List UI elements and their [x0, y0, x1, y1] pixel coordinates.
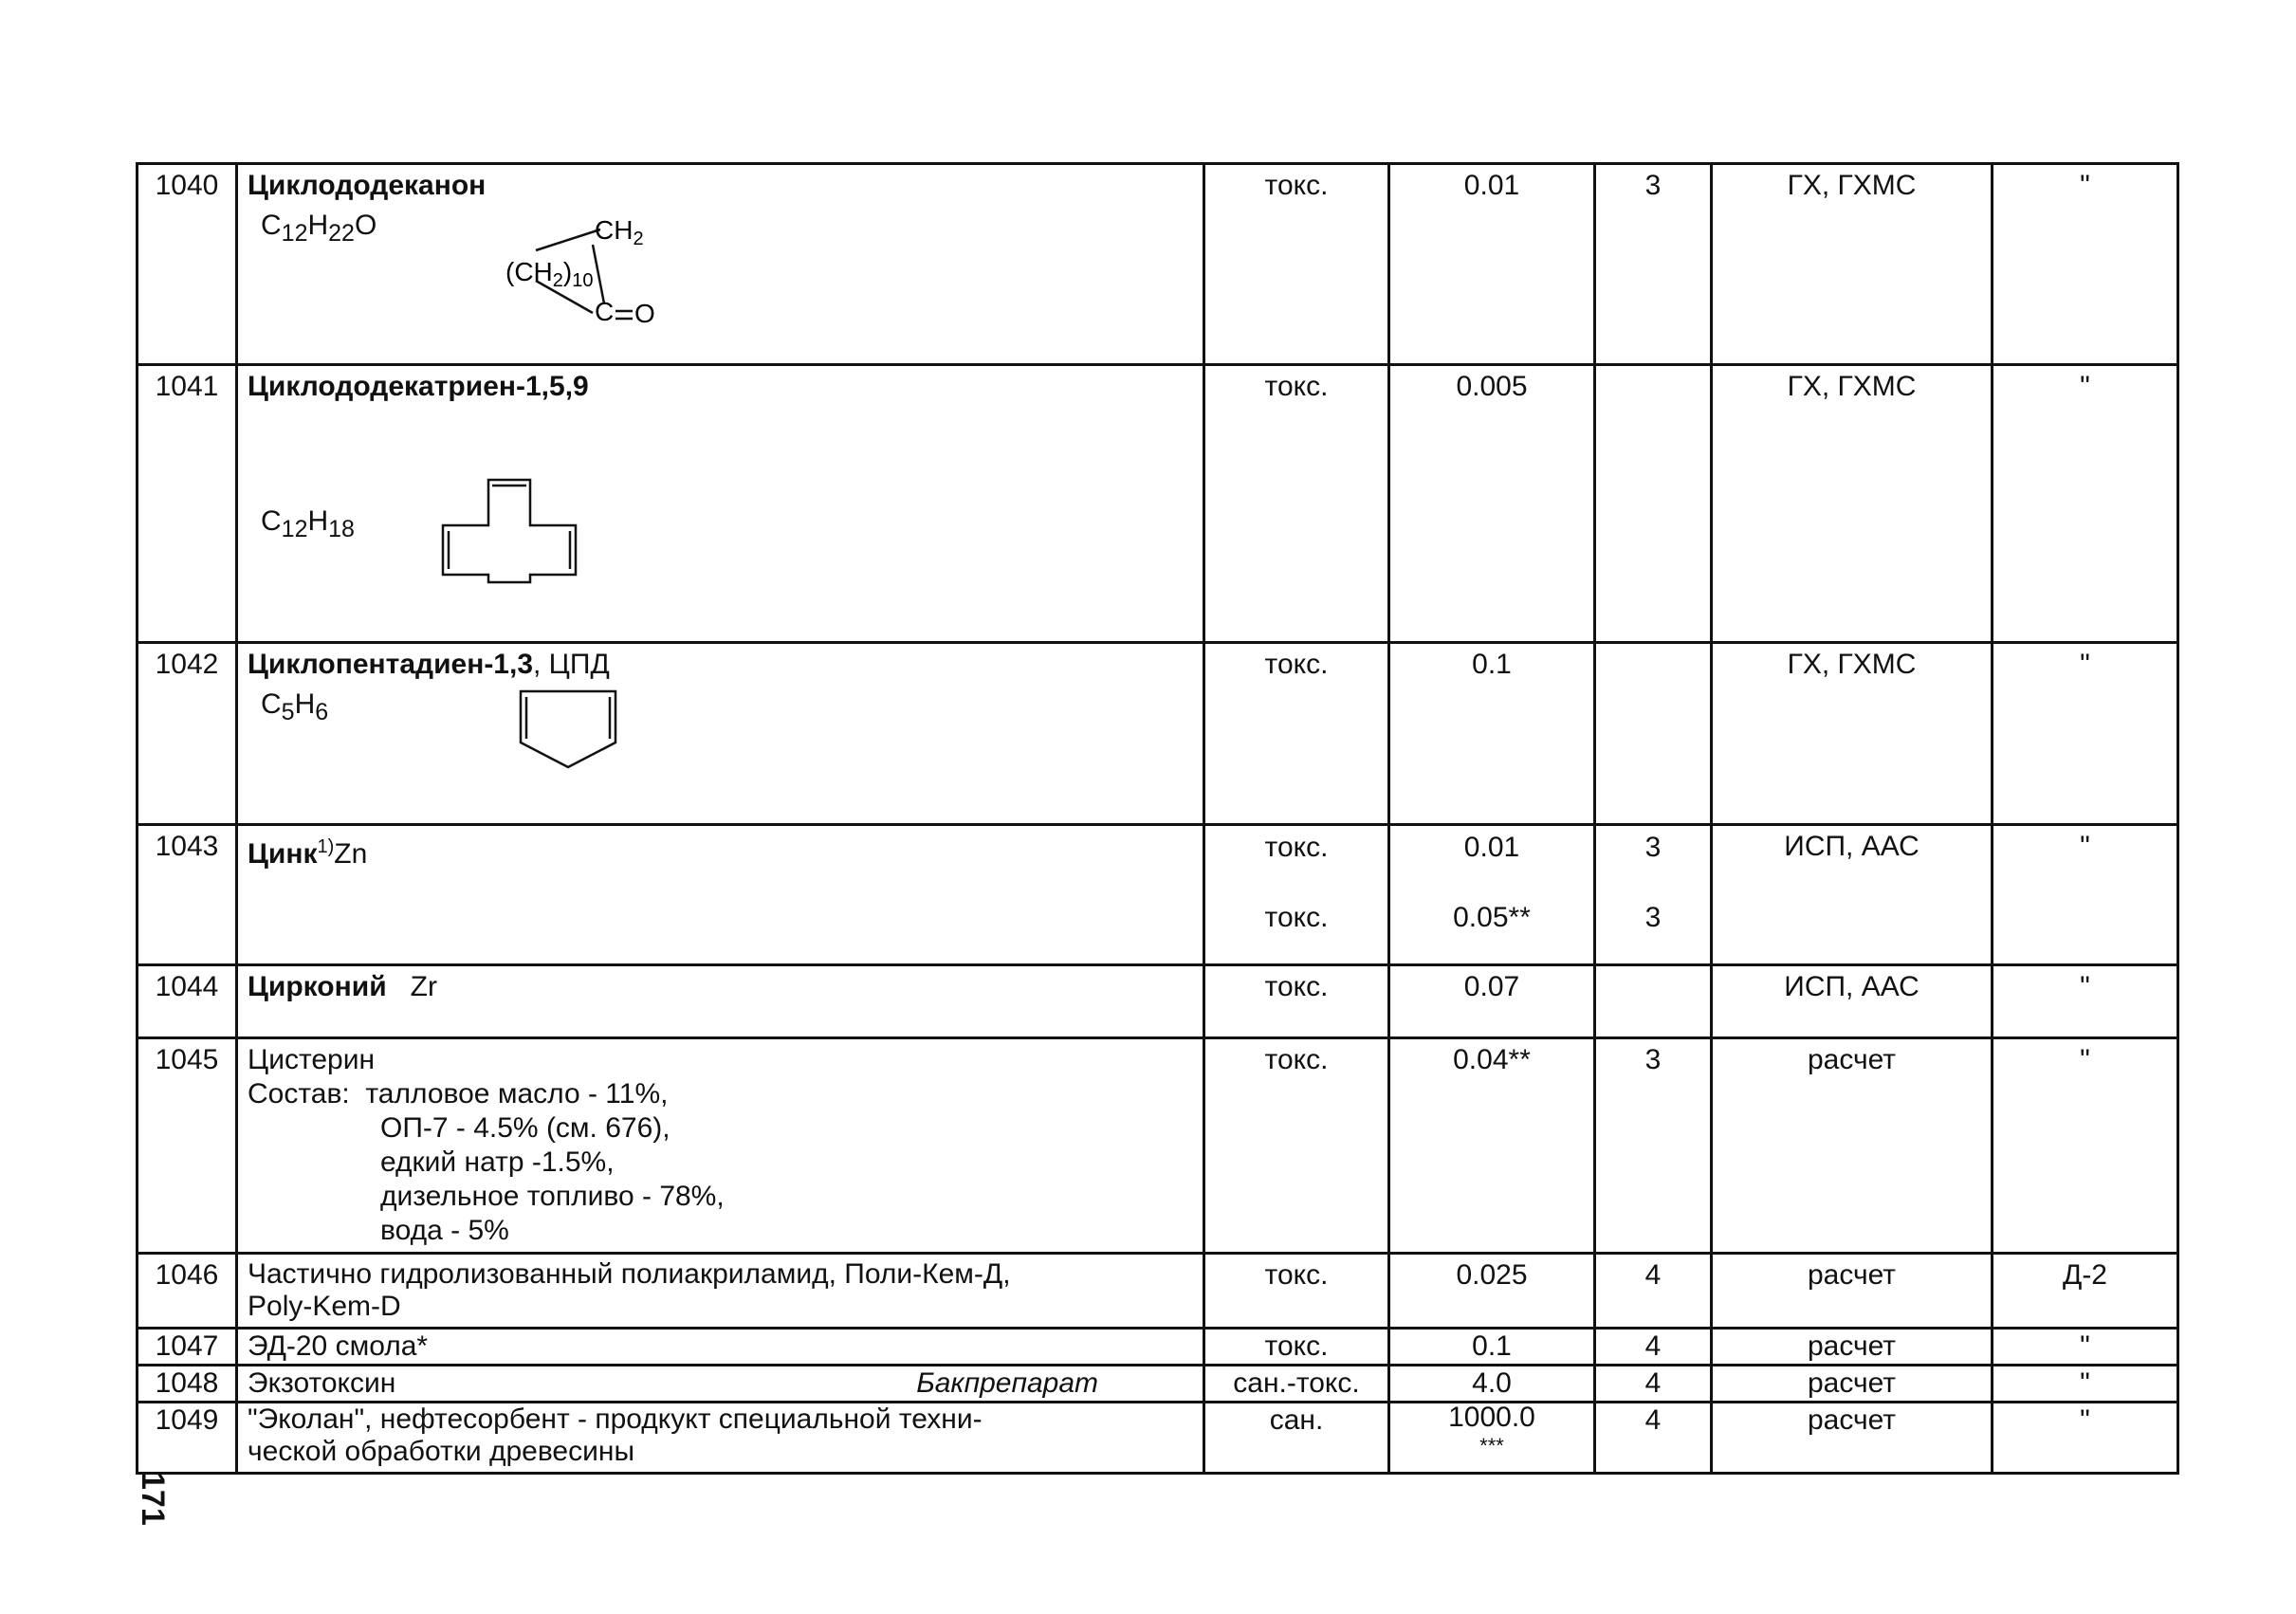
hazard-class [1595, 965, 1712, 1038]
chemical-formula: $C_{12}H_{22}O$ [261, 210, 377, 247]
substance-cell [237, 164, 1204, 365]
table-row [138, 1329, 2178, 1366]
table-row [138, 965, 2178, 1038]
substance-table [136, 162, 2179, 1475]
analysis-method: ГХ, ГХМС [1712, 365, 1993, 643]
ch2-10-label: $(CH_2)_{10}$ [505, 257, 594, 291]
table-row [138, 643, 2178, 825]
substance-cell [237, 365, 1204, 643]
limit-value: 0.01 [1389, 164, 1595, 365]
row-number: 1042 [138, 643, 237, 825]
toxicity-type: токс. [1204, 365, 1389, 643]
composition-item: ОП-7 - 4.5% (см. 676), [380, 1112, 670, 1144]
limit-value: 0.1 [1389, 643, 1595, 825]
substance-abbreviation: , ЦПД [533, 649, 610, 680]
substance-name: Циклододеканон [248, 170, 487, 201]
note: " [1993, 965, 2178, 1038]
composition-item: едкий натр -1.5%, [380, 1146, 615, 1178]
limit-value: 0.1 [1389, 1329, 1595, 1366]
substance-name: Циклододекатриен-1,5,9 [248, 371, 589, 402]
hazard-class: 4 [1595, 1329, 1712, 1366]
substance-name: Цинк [248, 838, 318, 870]
note: " [1993, 1038, 2178, 1254]
composition-item: талловое масло - 11%, [365, 1078, 669, 1110]
toxicity-type: сан.-токс. [1204, 1366, 1389, 1403]
hazard-class [1595, 643, 1712, 825]
table-row [138, 1366, 2178, 1403]
table-row [138, 825, 2178, 965]
substance-name-latin: Poly-Kem-D [248, 1291, 401, 1322]
chemical-symbol: Zn [334, 838, 368, 870]
oxygen-label: O [634, 299, 655, 324]
analysis-method: ИСП, ААС [1712, 965, 1993, 1038]
substance-cell [237, 1254, 1204, 1329]
row-number: 1046 [138, 1254, 237, 1329]
row-number: 1049 [138, 1403, 237, 1474]
chemical-formula: $C_{12}H_{18}$ [261, 505, 355, 542]
analysis-method: расчет [1712, 1403, 1993, 1474]
table-row [138, 1038, 2178, 1254]
cyclododecanone-structure-icon [498, 201, 801, 324]
limit-value: 0.07 [1389, 965, 1595, 1038]
analysis-method: ГХ, ГХМС [1712, 643, 1993, 825]
analysis-method: расчет [1712, 1254, 1993, 1329]
toxicity-type: сан. [1204, 1403, 1389, 1474]
table-row [138, 1403, 2178, 1474]
toxicity-type: токс. токс. [1204, 825, 1389, 965]
limit-value: 1000.0 *** [1389, 1403, 1595, 1474]
row-number: 1047 [138, 1329, 237, 1366]
toxicity-type: токс. [1204, 1254, 1389, 1329]
row-number: 1043 [138, 825, 237, 965]
toxicity-type: токс. [1204, 965, 1389, 1038]
row-number: 1041 [138, 365, 237, 643]
note: " [1993, 365, 2178, 643]
toxicity-type: токс. [1204, 1329, 1389, 1366]
hazard-class: 3 [1595, 164, 1712, 365]
limit-value: 4.0 [1389, 1366, 1595, 1403]
substance-name: Цистерин [248, 1044, 376, 1075]
footnote-marker: 1) [317, 836, 335, 857]
hazard-class: 3 [1595, 1038, 1712, 1254]
limit-value: 0.005 [1389, 365, 1595, 643]
limit-value: 0.025 [1389, 1254, 1595, 1329]
note: " [1993, 643, 2178, 825]
limit-value: 0.01 0.05** [1389, 825, 1595, 965]
row-number: 1045 [138, 1038, 237, 1254]
note: " [1993, 1329, 2178, 1366]
substance-cell [237, 1366, 1204, 1403]
substance-cell [237, 825, 1204, 965]
chemical-symbol: Zr [410, 971, 437, 1002]
hazard-class: 4 [1595, 1366, 1712, 1403]
toxicity-type: токс. [1204, 1038, 1389, 1254]
table-row [138, 365, 2178, 643]
substance-name: "Эколан", нефтесорбент - продкукт специальной техни- [248, 1403, 983, 1435]
substance-cell [237, 643, 1204, 825]
row-number: 1048 [138, 1366, 237, 1403]
note: Д-2 [1993, 1254, 2178, 1329]
table-row [138, 164, 2178, 365]
note: " [1993, 164, 2178, 365]
cyclododecatriene-structure-icon [441, 476, 593, 586]
composition-label: Состав: [248, 1078, 350, 1110]
substance-name: Частично гидролизованный полиакриламид, Поли-Кем-Д, [248, 1258, 1011, 1290]
analysis-method: расчет [1712, 1038, 1993, 1254]
substance-name: ЭД-20 смола* [237, 1329, 1204, 1366]
note: " [1993, 825, 2178, 965]
ch2-label: $CH_2$ [595, 215, 644, 249]
limit-value: 0.04** [1389, 1038, 1595, 1254]
substance-name: Циклопентадиен-1,3 [248, 649, 534, 680]
table-row [138, 1254, 2178, 1329]
note: " [1993, 1403, 2178, 1474]
hazard-class: 3 3 [1595, 825, 1712, 965]
row-number: 1040 [138, 164, 237, 365]
page-number: 171 [135, 1472, 171, 1526]
toxicity-type: токс. [1204, 643, 1389, 825]
substance-name-continued: ческой обработки древесины [248, 1436, 635, 1467]
substance-cell [237, 1403, 1204, 1474]
carbon-label: C [595, 297, 615, 324]
substance-cell [237, 1038, 1204, 1254]
composition-item: вода - 5% [380, 1215, 509, 1246]
analysis-method: расчет [1712, 1329, 1993, 1366]
hazard-class: 4 [1595, 1403, 1712, 1474]
toxicity-type: токс. [1204, 164, 1389, 365]
hazard-class [1595, 365, 1712, 643]
chemical-formula: $C_5H_6$ [261, 688, 329, 725]
row-number: 1044 [138, 965, 237, 1038]
analysis-method: ГХ, ГХМС [1712, 164, 1993, 365]
note: " [1993, 1366, 2178, 1403]
analysis-method: расчет [1712, 1366, 1993, 1403]
substance-category: Бакпрепарат [916, 1367, 1098, 1399]
substance-name: Цирконий [248, 971, 387, 1002]
composition-item: дизельное топливо - 78%, [380, 1181, 725, 1212]
analysis-method: ИСП, ААС [1712, 825, 1993, 965]
cyclopentadiene-structure-icon [517, 688, 621, 773]
substance-cell [237, 965, 1204, 1038]
substance-name: Экзотоксин [248, 1367, 396, 1399]
hazard-class: 4 [1595, 1254, 1712, 1329]
composition-list [248, 1077, 1193, 1248]
